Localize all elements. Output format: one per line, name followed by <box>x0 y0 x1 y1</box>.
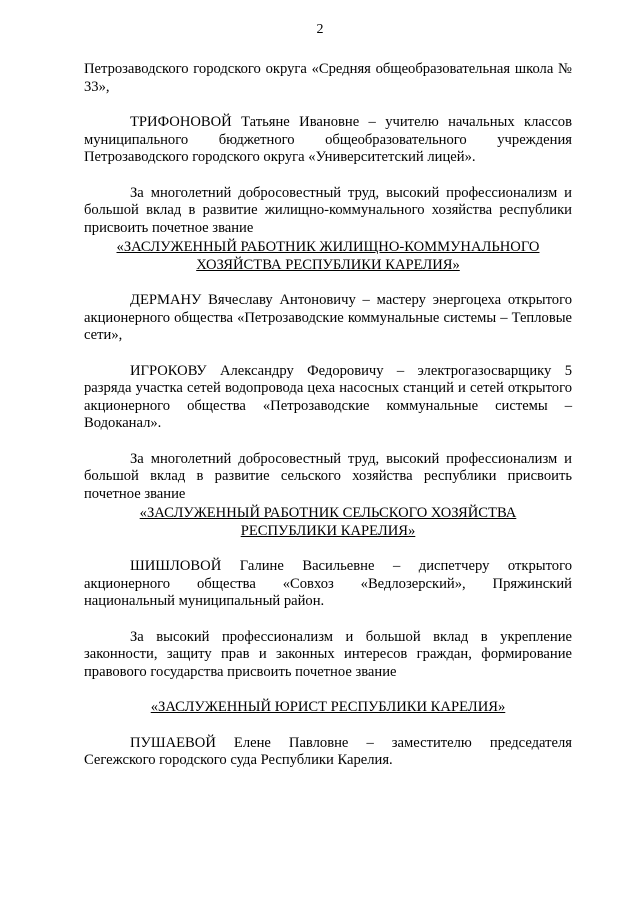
honorary-title-heading <box>84 239 572 274</box>
document-body <box>84 61 572 788</box>
document-paragraph: ПУШАЕВОЙ Елене Павловне – заместителю председателя Сегежского городского суда Республики Карелия. <box>84 734 572 768</box>
document-paragraph: Петрозаводского городского округа «Средняя общеобразовательная школа № 33», <box>84 61 572 95</box>
honorary-title-line: «ЗАСЛУЖЕННЫЙ РАБОТНИК ЖИЛИЩНО-КОММУНАЛЬНОГО <box>116 239 540 255</box>
honorary-title-line: «ЗАСЛУЖЕННЫЙ РАБОТНИК СЕЛЬСКОГО ХОЗЯЙСТВА <box>139 505 517 521</box>
document-paragraph: За многолетний добросовестный труд, высокий профессионализм и большой вклад в развитие сельского хозяйства республики присвоить почетное звание <box>84 450 572 502</box>
honorary-title-line: ХОЗЯЙСТВА РЕСПУБЛИКИ КАРЕЛИЯ» <box>196 256 460 273</box>
document-paragraph: ДЕРМАНУ Вячеславу Антоновичу – мастеру энергоцеха открытого акционерного общества «Петрозаводские коммунальные системы – Тепловые сети», <box>84 292 572 343</box>
document-paragraph: ТРИФОНОВОЙ Татьяне Ивановне – учителю начальных классов муниципального бюджетного общеобразовательного учреждения Петрозаводского городского округа «Университетский лицей». <box>84 114 572 165</box>
honorary-title-line: «ЗАСЛУЖЕННЫЙ ЮРИСТ РЕСПУБЛИКИ КАРЕЛИЯ» <box>150 699 506 715</box>
document-paragraph: ИГРОКОВУ Александру Федоровичу – электрогазосварщику 5 разряда участка сетей водопровода цеха насосных станций и сетей открытого акционерного общества «Петрозаводские коммунальные системы – Водоканал». <box>84 362 572 431</box>
page-number: 2 <box>316 22 324 37</box>
document-paragraph: За многолетний добросовестный труд, высокий профессионализм и большой вклад в развитие жилищно-коммунального хозяйства республики присвоить почетное звание <box>84 184 572 236</box>
honorary-title-heading <box>84 505 572 540</box>
honorary-title-heading <box>84 699 572 717</box>
document-paragraph: ШИШЛОВОЙ Галине Васильевне – диспетчеру открытого акционерного общества «Совхоз «Ведлозерский», Пряжинский национальный муниципальный район. <box>84 558 572 609</box>
honorary-title-line: РЕСПУБЛИКИ КАРЕЛИЯ» <box>240 522 416 539</box>
document-paragraph: За высокий профессионализм и большой вклад в укрепление законности, защиту прав и законных интересов граждан, формирование правового государства присвоить почетное звание <box>84 628 572 680</box>
